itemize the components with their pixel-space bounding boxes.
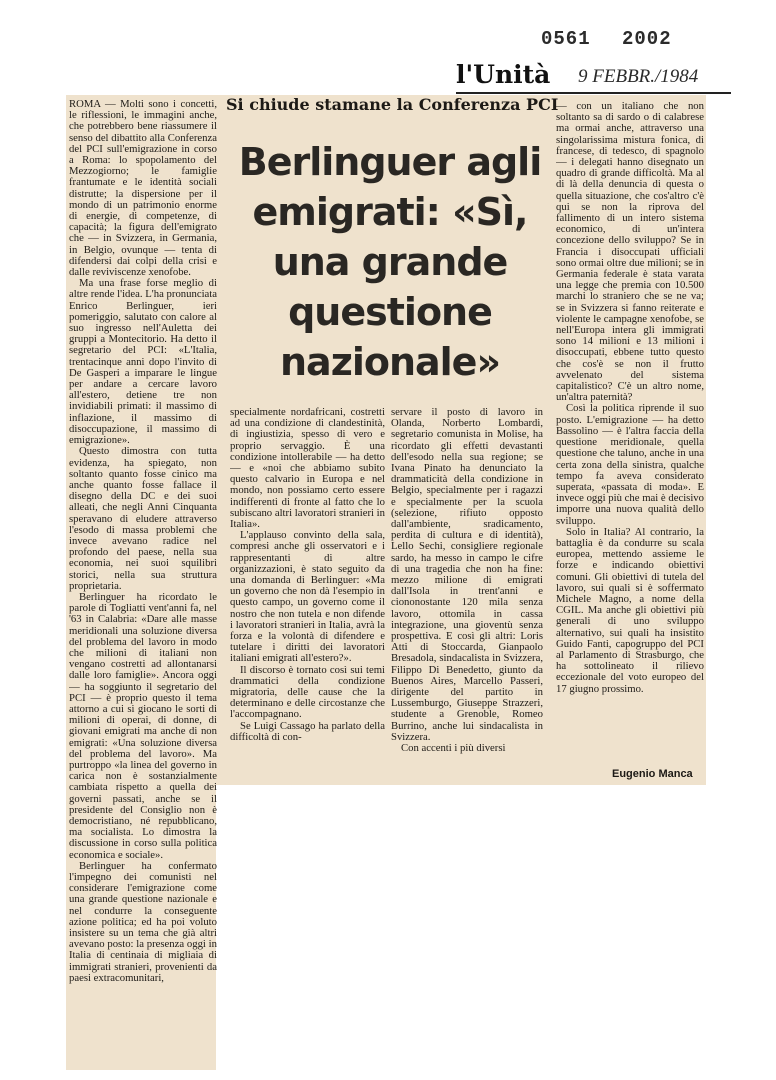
paragraph: Berlinguer ha ricordato le parole di Togliatti vent'anni fa, nel '63 in Calabria: «Dare alle masse meridionali una soluzione diversa del problema del lavoro in modo che milioni di italiani non vengano costretti ad allontanarsi dalle loro famiglie». Ancora oggi — ha soggiunto il segretario del PCI — è proprio questo il tema attorno a cui si giocano le sorti di milioni di operai, di donne, di giovani emigrati ma anche di non emigrati: «Una soluzione diversa del problema del lavoro». Ma purtroppo «la linea del governo in carica non è sostanzialmente cambiata rispetto a quella dei governi passati, anche se il presidente del Consiglio non è democristiano, né repubblicano, ma socialista. Lo dimostra la discussione in corso sulla politica economica e sociale».: [69, 590, 217, 861]
article-headline: Berlinguer agli emigrati: «Sì, una grande questione nazionale»: [238, 140, 542, 384]
paragraph: — con un italiano che non soltanto sa di sardo o di calabrese ma ormai anche, attraverso una singolarissima mistura fonica, di francese, di tedesco, di spagnolo — i delegati hanno disegnato un quadro di grande difficoltà. Ma al di là della denuncia di questa o quella situazione, che cos'altro c'è qui se non la riprova del fallimento di un intero sistema economico, di un'intera concezione dello sviluppo? Se in Francia i disoccupati ufficiali sono ormai oltre due milioni; se in Germania federale è stata varata una legge che premia con 10.500 marchi lo straniero che se ne va; se in Svizzera si fanno reiterate e violente le campagne xenofobe, se nell'Europa intera gli immigrati sono 14 milioni e 13 milioni i disoccupati, ebbene tutto questo che cos'è se non il frutto avvelenato del sistema capitalistico? C'è un altro nome, un'altra paternità?: [556, 101, 704, 404]
article-column-1: [69, 99, 217, 1067]
paragraph: Se Luigi Cassago ha parlato della difficoltà di con-: [230, 719, 385, 743]
handwritten-date: 9 FEBBR./1984: [578, 66, 699, 87]
paragraph: servare il posto di lavoro in Olanda, Norberto Lombardi, segretario comunista in Molise, ha ricordato gli effetti devastanti dell'esodo nella sua regione; se Ivana Pinato ha denunciato la drammaticità della condizione in Belgio, specialmente per i ragazzi e specialmente per la scuola (selezione, rifiuto opposto dall'ambiente, sradicamento, perdita di cultura e di identità), Lello Sechi, consigliere regionale sardo, ha messo in campo le cifre di una tragedia che non ha fine: mezzo milione di emigrati dall'Isola in trent'anni e ciononostante 120 mila senza lavoro, ottomila in cassa integrazione, una gioventù senza prospettiva. E così gli altri: Loris Atti di Stoccarda, Gianpaolo Bresadola, sindacalista in Svizzera, Filippo Di Benedetto, giunto da Buenos Aires, Marcello Passeri, dirigente del partito in Lussemburgo, Giuseppe Strazzeri, studente a Grenoble, Romeo Burrino, anche lui sindacalista in Svizzera.: [391, 407, 543, 743]
article-kicker: Si chiude stamane la Conferenza PCI: [226, 95, 559, 114]
paragraph: ROMA — Molti sono i concetti, le riflessioni, le immagini anche, che potrebbero bene riassumere il senso del dibattito alla Conferenza del PCI sull'emigrazione in corso a Roma: lo spopolamento del Mezzogiorno; le famiglie frantumate e le identità sociali distrutte; la dispersione per il mondo di un patrimonio enorme di energie, di competenze, di capacità; la figura dell'emigrato che — in Svizzera, in Germania, in Belgio, ovunque — tenta di difendersi dai colpi della crisi e dalle reviviscenze xenofobe.: [69, 99, 217, 279]
paragraph: Con accenti i più diversi: [401, 742, 506, 755]
article-byline: Eugenio Manca: [612, 768, 693, 780]
article-column-2: [230, 407, 385, 782]
newspaper-masthead: l'Unità: [456, 60, 551, 89]
paragraph: Berlinguer ha confermato l'impegno dei comunisti nel considerare l'emigrazione come una grande questione nazionale e nel condurre la conseguente azione politica; ed ha poi voluto insistere su un tema che già altri avevano posto: la presenza oggi in Italia di centinaia di migliaia di immigrati stranieri, provenienti da paesi extracomunitari,: [69, 859, 217, 984]
article-column-3: [391, 407, 543, 785]
paragraph: Questo dimostra con tutta evidenza, ha spiegato, non soltanto quanto fosse cinico ma anche quanto fosse fallace il disegno della DC e dei suoi alleati, che negli Anni Cinquanta speravano di eludere attraverso l'esodo di massa problemi che invece avevano radice nel profondo del paese, nella sua economia, nei suoi squilibri storici, nella sua struttura proprietaria.: [69, 445, 217, 592]
paragraph: Ma una frase forse meglio di altre rende l'idea. L'ha pronunciata Enrico Berlinguer, ieri pomeriggio, salutato con calore al suo ingresso nell'Auletta dei gruppi a Montecitorio. Ha detto il segretario del PCI: «L'Italia, trentacinque anni dopo l'invito di De Gasperi a imparare le lingue per andare a cercare lavoro all'estero, detiene tre non invidiabili primati: il massimo di inflazione, il massimo di disoccupazione, il massimo di emigrazione».: [69, 277, 217, 447]
article-column-4: [556, 101, 704, 773]
paragraph: Solo in Italia? Al contrario, la battaglia è da condurre su scala europea, mettendo assieme le forze e indicando obiettivi comuni. Gli obiettivi di tutela del lavoro, sui quali si è soffermato Michele Magno, a nome della CGIL. Ma anche gli obiettivi più generali di uno sviluppo alternativo, sui quali ha insistito Guido Fanti, capogruppo del PCI al Parlamento di Strasburgo, che ha sottolineato il rilievo eccezionale del voto europeo del 17 giugno prossimo.: [556, 525, 704, 695]
paragraph: Il discorso è tornato così sui temi drammatici della condizione migratoria, delle cause che la determinano e delle circostanze che l'accompagnano.: [230, 663, 385, 721]
paragraph: specialmente nordafricani, costretti ad una condizione di clandestinità, di ingiustizia, spesso di vero e proprio servaggio. È una condizione intollerabile — ha detto — e «noi che abbiamo subito questo calvario in Europa e nel mondo, non possiamo certo essere indifferenti di fronte al fatto che lo subiscano altri lavoratori stranieri in Italia».: [230, 407, 385, 531]
archive-year-stamp: 2002: [622, 28, 672, 50]
archive-code-stamp: 0561: [541, 28, 591, 50]
masthead-underline: [456, 92, 731, 94]
paragraph: Così la politica riprende il suo posto. L'emigrazione — ha detto Bassolino — è l'altra faccia della questione meridionale, quella questione che taluno, anche in una certa zona della sinistra, qualche tempo fa aveva considerato superata, «passata di moda». E invece oggi più che mai è decisivo imporre una nuova qualità dello sviluppo.: [556, 402, 704, 527]
paragraph: L'applauso convinto della sala, compresi anche gli osservatori e i rappresentanti di altre organizzazioni, è stato seguito da una domanda di Berlinguer: «Ma un governo che non dà l'esempio in questo campo, un governo come il nostro che non tutela e non difende i lavoratori stranieri in Italia, avrà la forza e la volontà di difendere e tutelare i diritti dei lavoratori italiani emigrati all'estero?».: [230, 529, 385, 665]
